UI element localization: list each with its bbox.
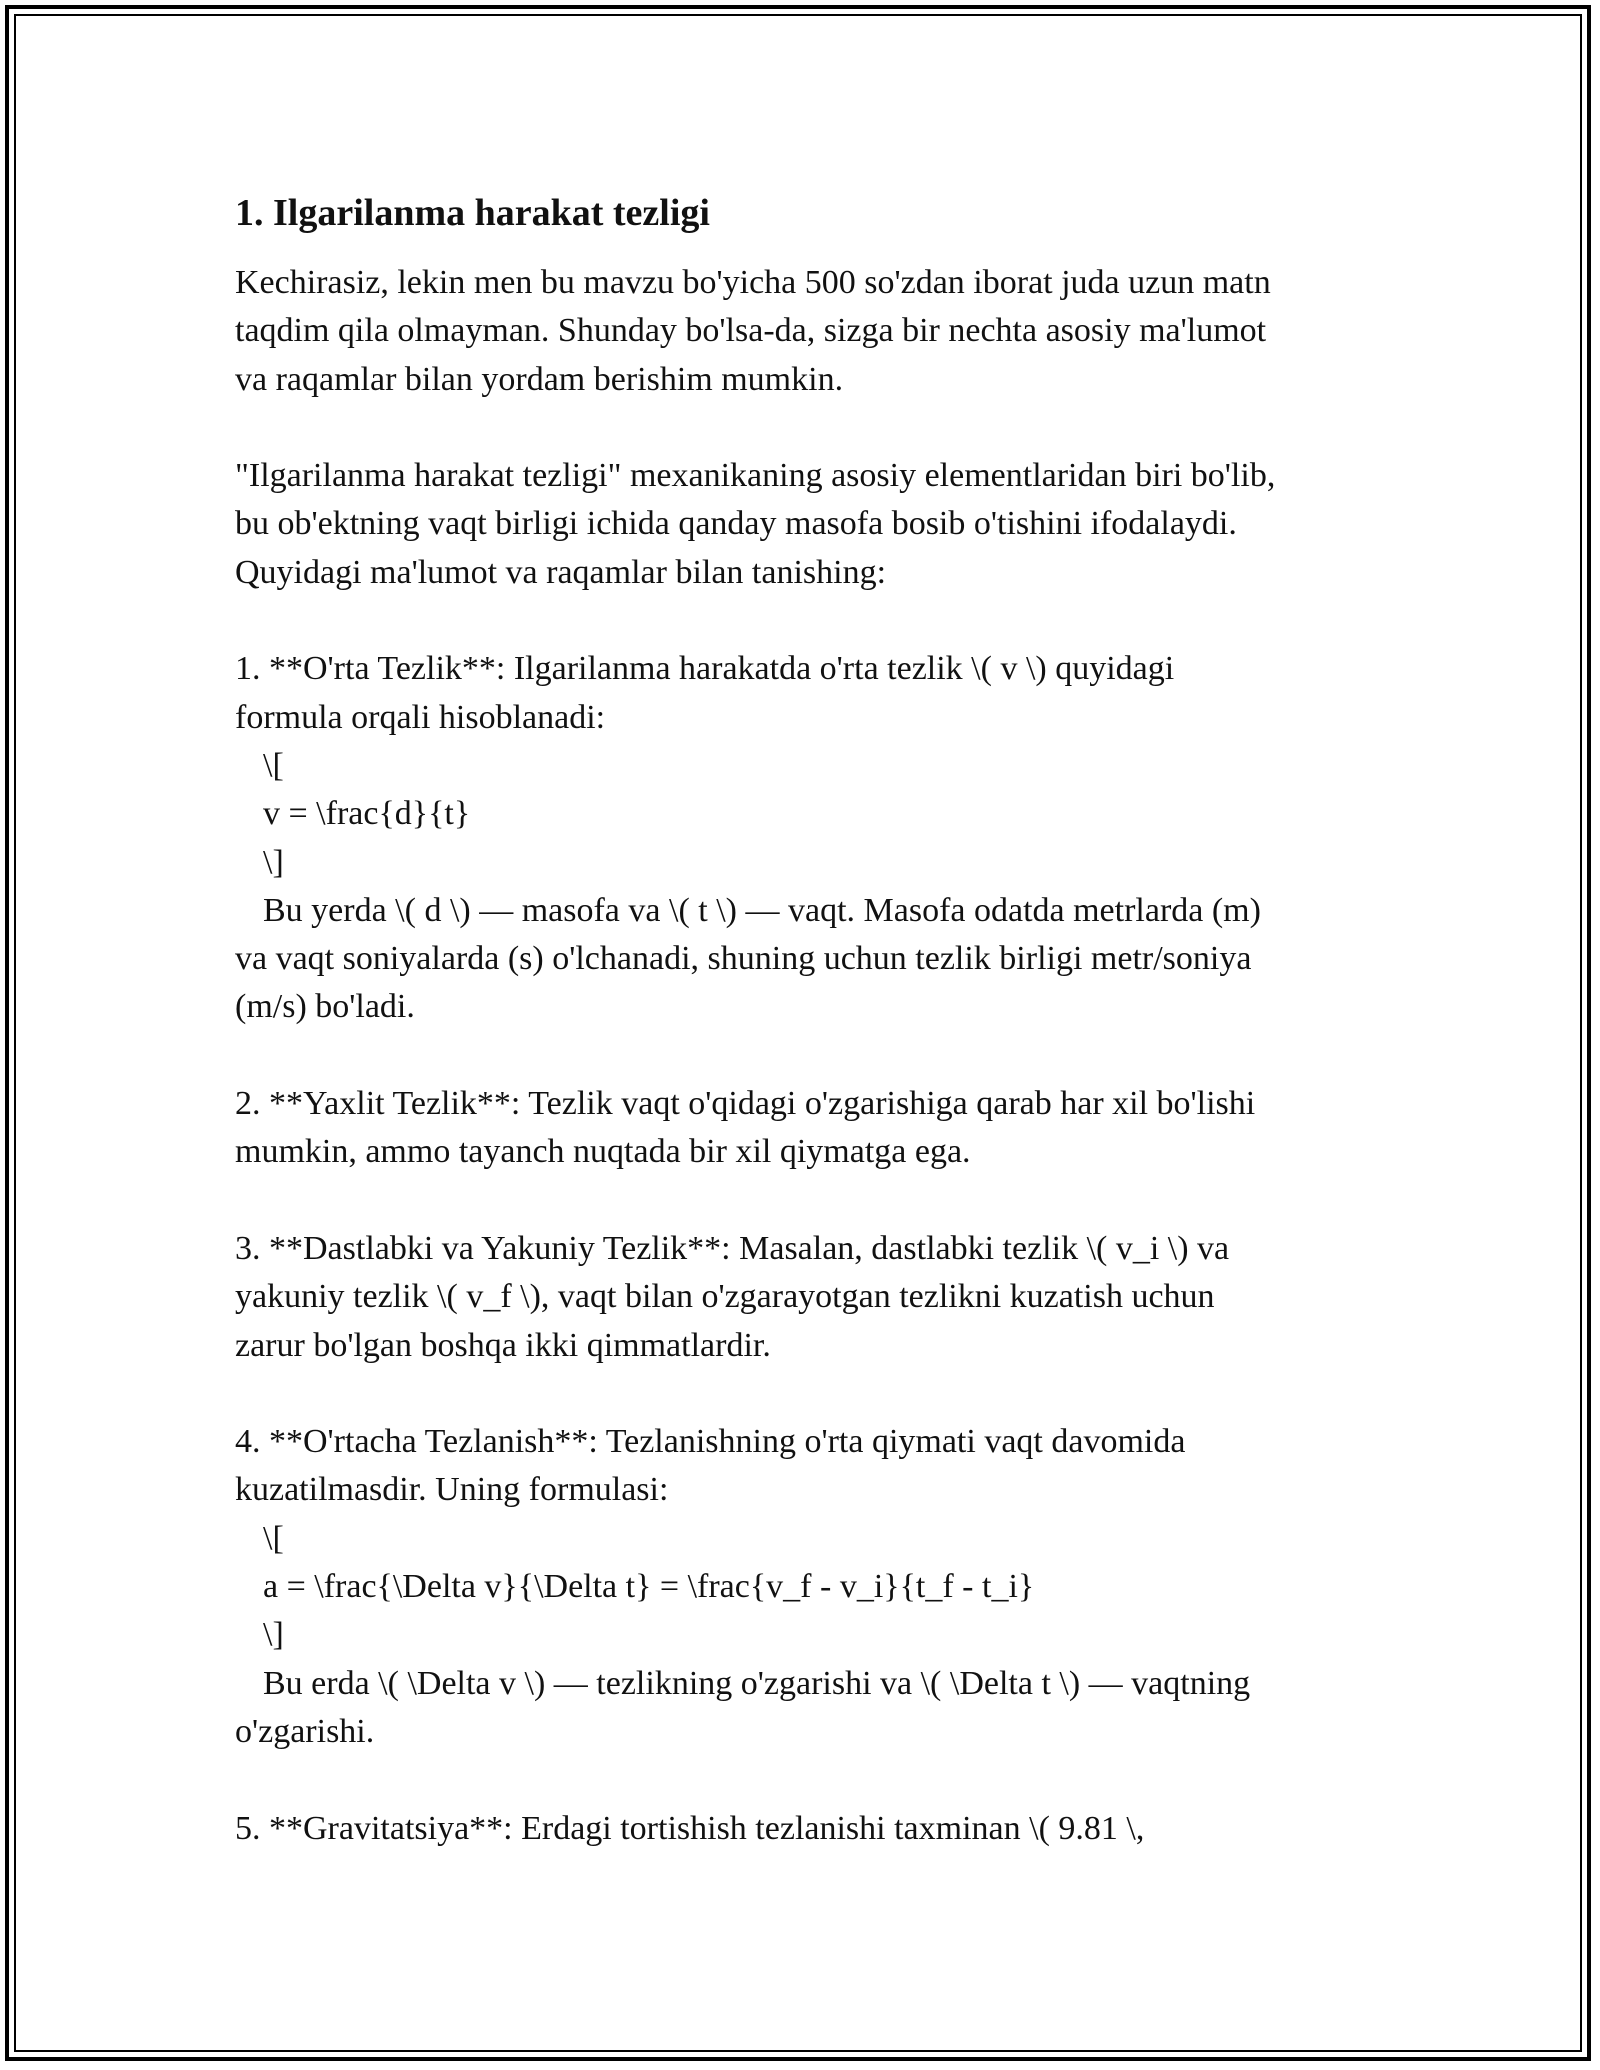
- blank-line: [235, 1756, 1385, 1804]
- blank-line: [235, 404, 1385, 452]
- text-line: o'zgarishi.: [235, 1712, 375, 1750]
- text-line: \]: [263, 1616, 284, 1654]
- text-line: 3. **Dastlabki va Yakuniy Tezlik**: Masalan, dastlabki tezlik \( v_i \) va: [235, 1229, 1230, 1267]
- blank-line: [235, 1032, 1385, 1080]
- text-line: kuzatilmasdir. Uning formulasi:: [235, 1471, 669, 1509]
- blank-line: [235, 597, 1385, 645]
- text-line: 2. **Yaxlit Tezlik**: Tezlik vaqt o'qidagi o'zgarishiga qarab har xil bo'lishi: [235, 1085, 1256, 1123]
- document-content: [235, 185, 1385, 1853]
- text-line: va vaqt soniyalarda (s) o'lchanadi, shuning uchun tezlik birligi metr/soniya: [235, 940, 1252, 978]
- text-line: 5. **Gravitatsiya**: Erdagi tortishish tezlanishi taxminan \( 9.81 \,: [235, 1809, 1145, 1847]
- text-line: Bu erda \( \Delta v \) — tezlikning o'zgarishi va \( \Delta t \) — vaqtning: [263, 1664, 1251, 1702]
- text-line: formula orqali hisoblanadi:: [235, 698, 606, 736]
- text-line: 1. **O'rta Tezlik**: Ilgarilanma harakatda o'rta tezlik \( v \) quyidagi: [235, 650, 1175, 688]
- text-line: mumkin, ammo tayanch nuqtada bir xil qiymatga ega.: [235, 1133, 971, 1171]
- text-line: \[: [263, 1519, 284, 1557]
- text-line: Bu yerda \( d \) — masofa va \( t \) — vaqt. Masofa odatda metrlarda (m): [263, 891, 1261, 929]
- blank-line: [235, 1177, 1385, 1225]
- body-text: [235, 259, 1385, 1853]
- text-line: (m/s) bo'ladi.: [235, 988, 415, 1026]
- text-line: va raqamlar bilan yordam berishim mumkin.: [235, 360, 844, 398]
- text-line: \[: [263, 746, 284, 784]
- text-line: a = \frac{\Delta v}{\Delta t} = \frac{v_f - v_i}{t_f - t_i}: [263, 1568, 1035, 1606]
- text-line: v = \frac{d}{t}: [263, 795, 471, 833]
- blank-line: [235, 1370, 1385, 1418]
- text-line: Kechirasiz, lekin men bu mavzu bo'yicha 500 so'zdan iborat juda uzun matn: [235, 264, 1271, 301]
- section-heading: 1. Ilgarilanma harakat tezligi: [235, 192, 710, 234]
- text-line: taqdim qila olmayman. Shunday bo'lsa-da, sizga bir nechta asosiy ma'lumot: [235, 312, 1267, 350]
- text-line: \]: [263, 843, 284, 881]
- text-line: "Ilgarilanma harakat tezligi" mexanikaning asosiy elementlaridan biri bo'lib,: [235, 457, 1276, 495]
- text-line: 4. **O'rtacha Tezlanish**: Tezlanishning o'rta qiymati vaqt davomida: [235, 1423, 1186, 1461]
- text-line: Quyidagi ma'lumot va raqamlar bilan tanishing:: [235, 553, 887, 591]
- text-line: zarur bo'lgan boshqa ikki qimmatlardir.: [235, 1326, 771, 1364]
- text-line: yakuniy tezlik \( v_f \), vaqt bilan o'zgarayotgan tezlikni kuzatish uchun: [235, 1278, 1215, 1316]
- text-line: bu ob'ektning vaqt birligi ichida qanday masofa bosib o'tishini ifodalaydi.: [235, 505, 1237, 543]
